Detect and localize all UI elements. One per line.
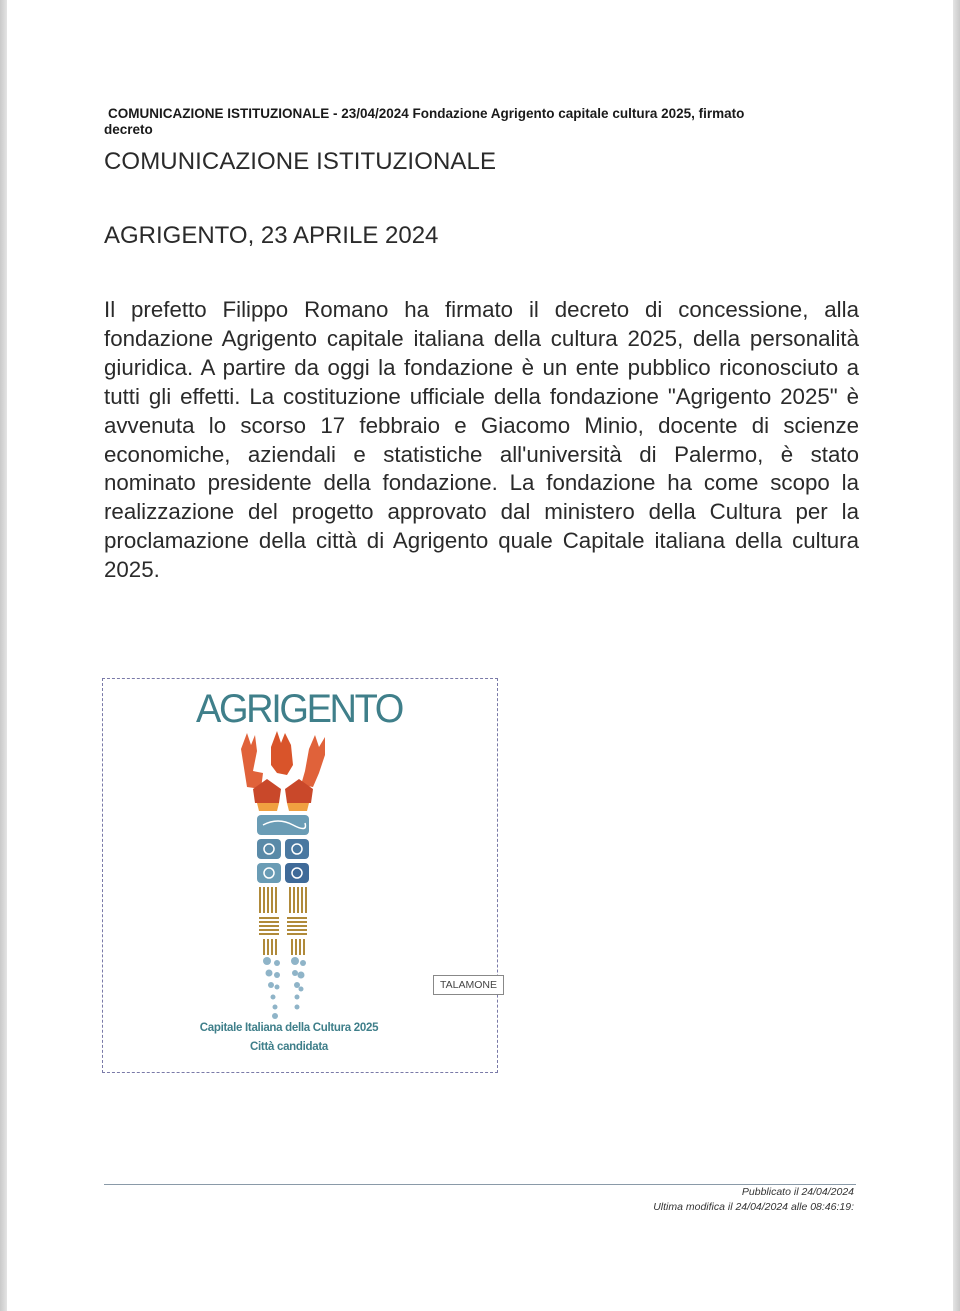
last-modified-date: Ultima modifica il 24/04/2024 alle 08:46:19: — [653, 1201, 854, 1213]
logo-image-frame[interactable] — [102, 678, 498, 1073]
image-tooltip-tag: TALAMONE — [433, 975, 504, 995]
published-date: Pubblicato il 24/04/2024 — [741, 1186, 854, 1198]
document-title — [104, 106, 844, 138]
logo-caption-subtitle: Città candidata — [250, 1041, 328, 1053]
section-heading: COMUNICAZIONE ISTITUZIONALE — [104, 148, 497, 175]
drops-icon — [263, 957, 306, 1019]
logo-wordmark: AGRIGENTO — [196, 687, 402, 731]
page-shadow-right — [953, 0, 960, 1311]
document-title-line1: COMUNICAZIONE ISTITUZIONALE - 23/04/2024 Fondazione Agrigento capitale cultura 2025, firmato — [108, 106, 745, 121]
wave-blocks-icon — [257, 815, 309, 883]
flames-icon — [241, 731, 325, 811]
torch-logo-icon — [233, 729, 333, 1019]
date-heading: AGRIGENTO, 23 APRILE 2024 — [104, 222, 439, 249]
footer-divider — [104, 1184, 856, 1185]
gold-bars-icon — [259, 887, 307, 955]
body-paragraph: Il prefetto Filippo Romano ha firmato il decreto di concessione, alla fondazione Agrigento capitale italiana della cultura 2025, della personalità giuridica. A partire da oggi la fondazione è un ente pubblico riconosciuto a tutti gli effetti. La costituzione ufficiale della fondazione "Agrigento 2025" è avvenuta lo scorso 17 febbraio e Giacomo Minio, docente di scienze economiche, aziendali e statistiche all'università di Palermo, è stato nominato presidente della fondazione. La fondazione ha come scopo la realizzazione del progetto approvato dal ministero della Cultura per la proclamazione della città di Agrigento quale Capitale italiana della cultura 2025. — [104, 297, 859, 583]
document-title-line2: decreto — [104, 122, 153, 137]
document-page — [7, 0, 953, 1311]
logo-caption-title: Capitale Italiana della Cultura 2025 — [199, 1022, 379, 1034]
page-shadow-left — [0, 0, 7, 1311]
